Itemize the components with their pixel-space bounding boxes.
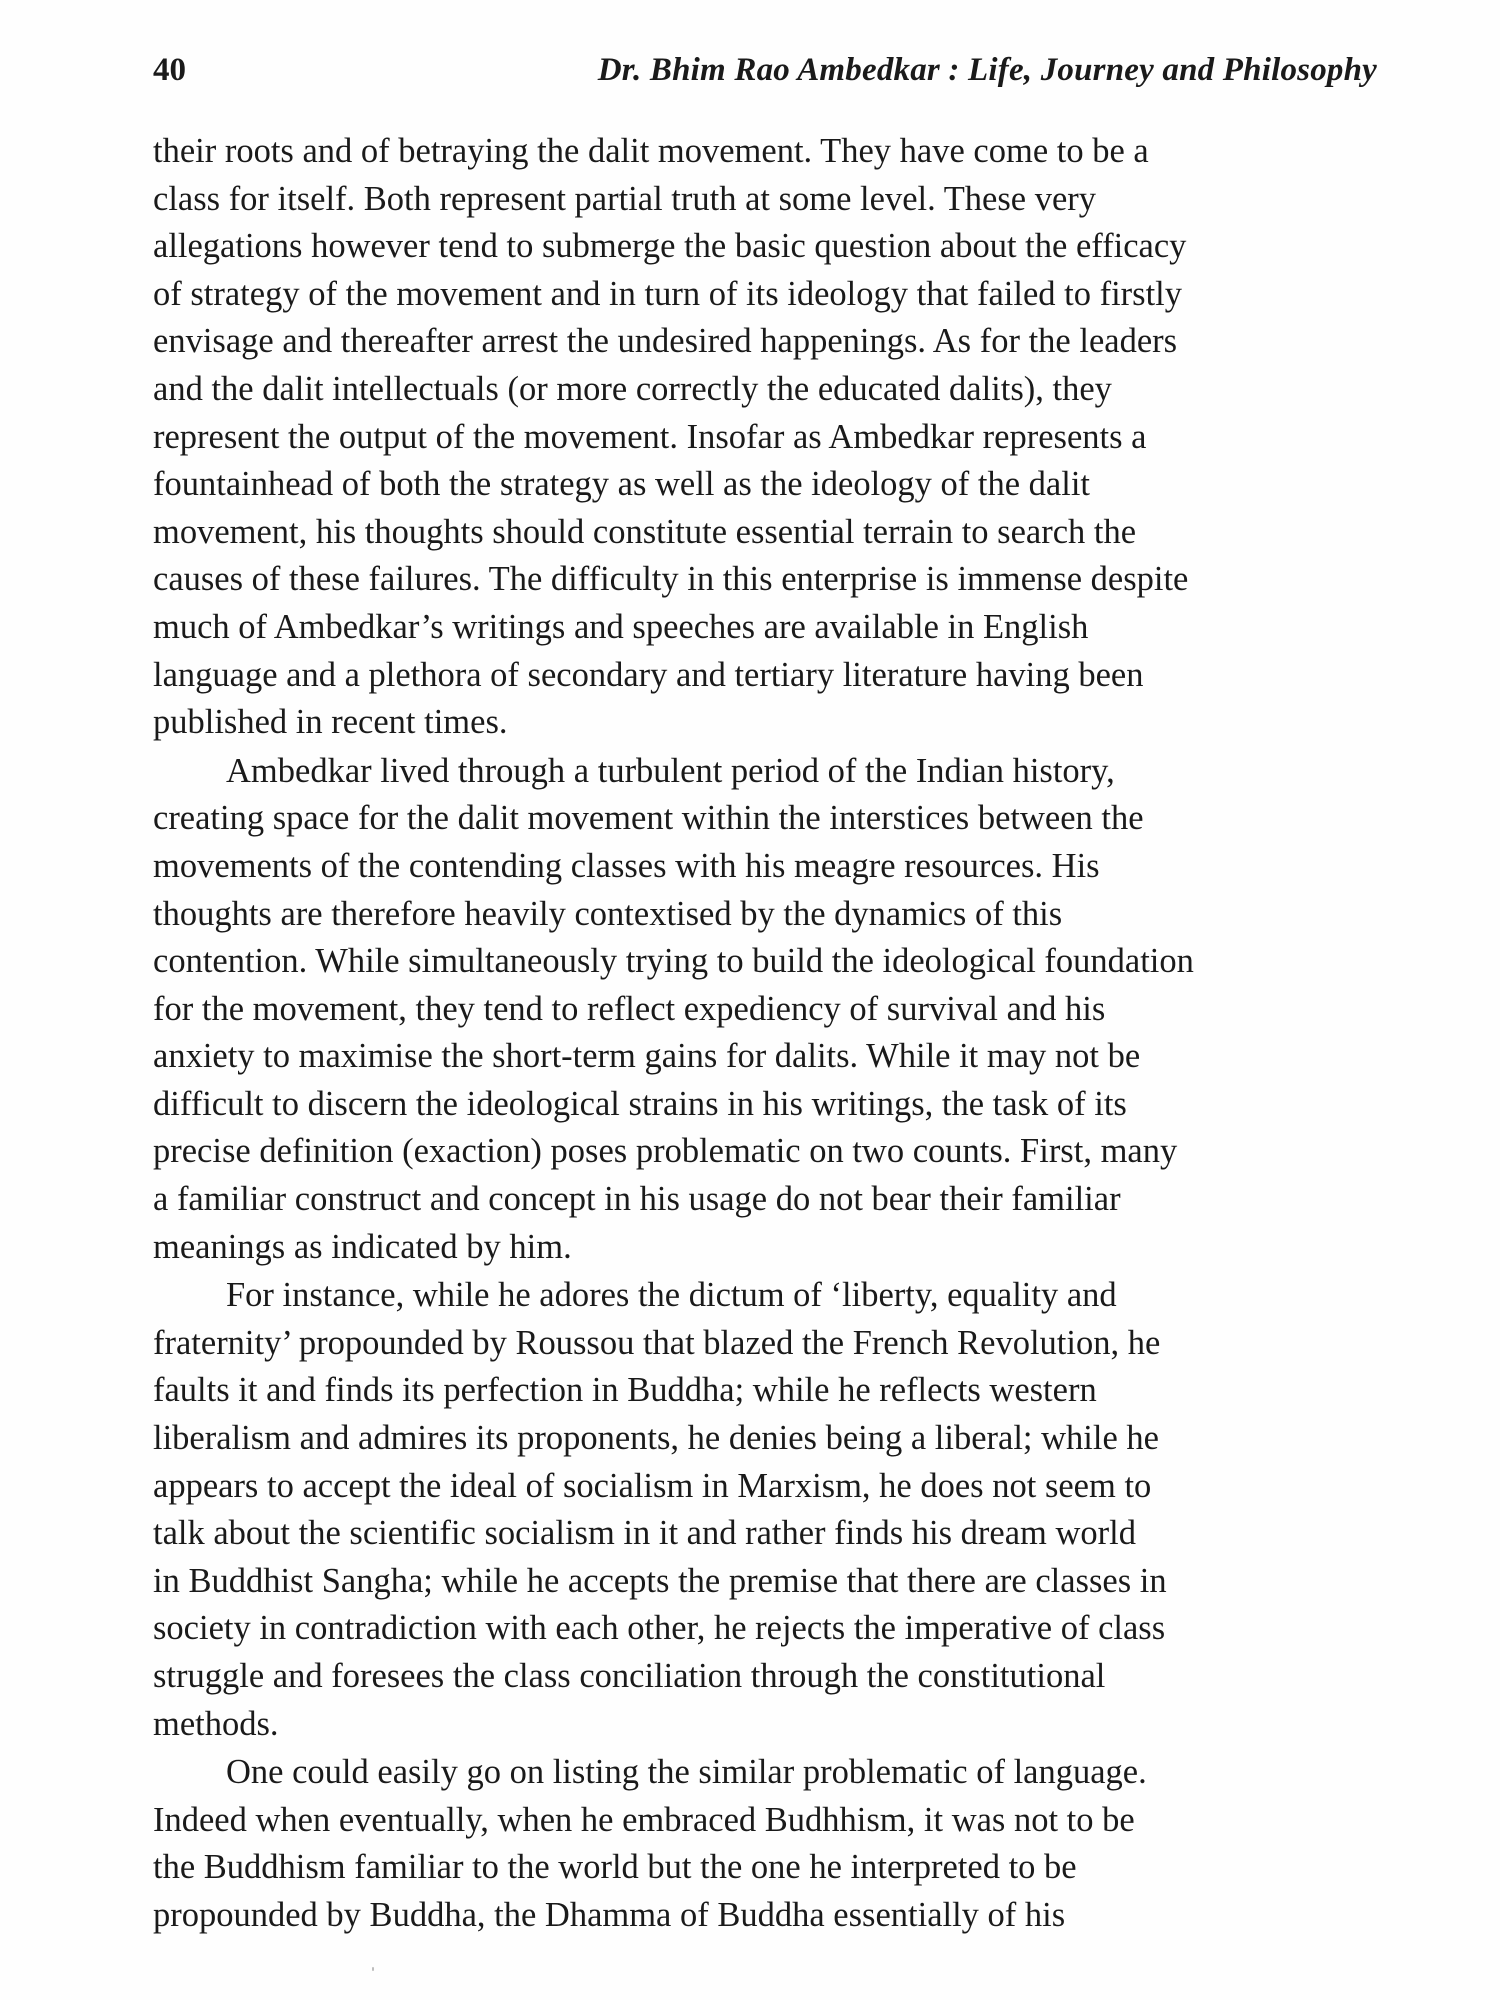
text-line: struggle and foresees the class conciliation through the constitutional: [153, 1657, 1106, 1695]
text-line: much of Ambedkar’s writings and speeches are available in English: [153, 607, 1089, 646]
body-text: [153, 128, 1375, 1941]
text-line: of strategy of the movement and in turn of its ideology that failed to firstly: [153, 274, 1183, 313]
text-line: One could easily go on listing the similar problematic of language.: [226, 1753, 1147, 1792]
running-head-title: Dr. Bhim Rao Ambedkar : Life, Journey and Philosophy: [597, 52, 1377, 88]
scan-speck: [372, 1967, 374, 1971]
text-line: envisage and thereafter arrest the undesired happenings. As for the leaders: [153, 322, 1178, 361]
text-line: liberalism and admires its proponents, he denies being a liberal; while he: [153, 1419, 1159, 1458]
text-line: fraternity’ propounded by Roussou that blazed the French Revolution, he: [153, 1323, 1161, 1362]
text-line: a familiar construct and concept in his usage do not bear their familiar: [153, 1180, 1121, 1219]
text-line: and the dalit intellectuals (or more correctly the educated dalits), they: [153, 369, 1112, 408]
text-line: creating space for the dalit movement within the interstices between the: [153, 799, 1144, 838]
text-line: in Buddhist Sangha; while he accepts the premise that there are classes in: [153, 1561, 1167, 1600]
paragraph: [153, 748, 1375, 1272]
text-line: Indeed when eventually, when he embraced Budhhism, it was not to be: [153, 1800, 1135, 1839]
text-line: contention. While simultaneously trying to build the ideological foundation: [153, 942, 1194, 981]
text-line: represent the output of the movement. Insofar as Ambedkar represents a: [153, 417, 1147, 456]
text-line: allegations however tend to submerge the basic question about the efficacy: [153, 227, 1187, 266]
text-line: society in contradiction with each other, he rejects the imperative of class: [153, 1609, 1166, 1648]
text-line: their roots and of betraying the dalit movement. They have come to be a: [153, 132, 1149, 170]
text-line: appears to accept the ideal of socialism in Marxism, he does not seem to: [153, 1466, 1152, 1505]
text-line: movement, his thoughts should constitute essential terrain to search the: [153, 512, 1137, 551]
text-line: methods.: [153, 1704, 279, 1743]
text-line: difficult to discern the ideological strains in his writings, the task of its: [153, 1084, 1127, 1123]
text-line: causes of these failures. The difficulty in this enterprise is immense despite: [153, 560, 1189, 599]
text-line: propounded by Buddha, the Dhamma of Buddha essentially of his: [153, 1895, 1066, 1934]
text-line: faults it and finds its perfection in Buddha; while he reflects western: [153, 1371, 1097, 1410]
text-line: talk about the scientific socialism in it and rather finds his dream world: [153, 1514, 1136, 1553]
text-line: thoughts are therefore heavily contextised by the dynamics of this: [153, 894, 1063, 933]
text-line: Ambedkar lived through a turbulent period of the Indian history,: [226, 751, 1115, 790]
text-line: For instance, while he adores the dictum of ‘liberty, equality and: [226, 1276, 1117, 1315]
text-line: fountainhead of both the strategy as well as the ideology of the dalit: [153, 465, 1090, 504]
text-line: for the movement, they tend to reflect expediency of survival and his: [153, 989, 1106, 1028]
text-line: anxiety to maximise the short-term gains for dalits. While it may not be: [153, 1037, 1141, 1076]
page-number: 40: [153, 52, 186, 88]
paragraph: [153, 1272, 1375, 1748]
text-line: meanings as indicated by him.: [153, 1227, 572, 1266]
text-line: language and a plethora of secondary and tertiary literature having been: [153, 655, 1144, 694]
text-line: precise definition (exaction) poses problematic on two counts. First, many: [153, 1132, 1178, 1171]
text-line: published in recent times.: [153, 703, 508, 742]
paragraph: [153, 1749, 1375, 1939]
text-line: class for itself. Both represent partial truth at some level. These very: [153, 179, 1097, 218]
paragraph: [153, 128, 1375, 747]
text-line: movements of the contending classes with his meagre resources. His: [153, 846, 1100, 885]
running-head: [153, 48, 1377, 92]
text-line: the Buddhism familiar to the world but the one he interpreted to be: [153, 1848, 1077, 1887]
